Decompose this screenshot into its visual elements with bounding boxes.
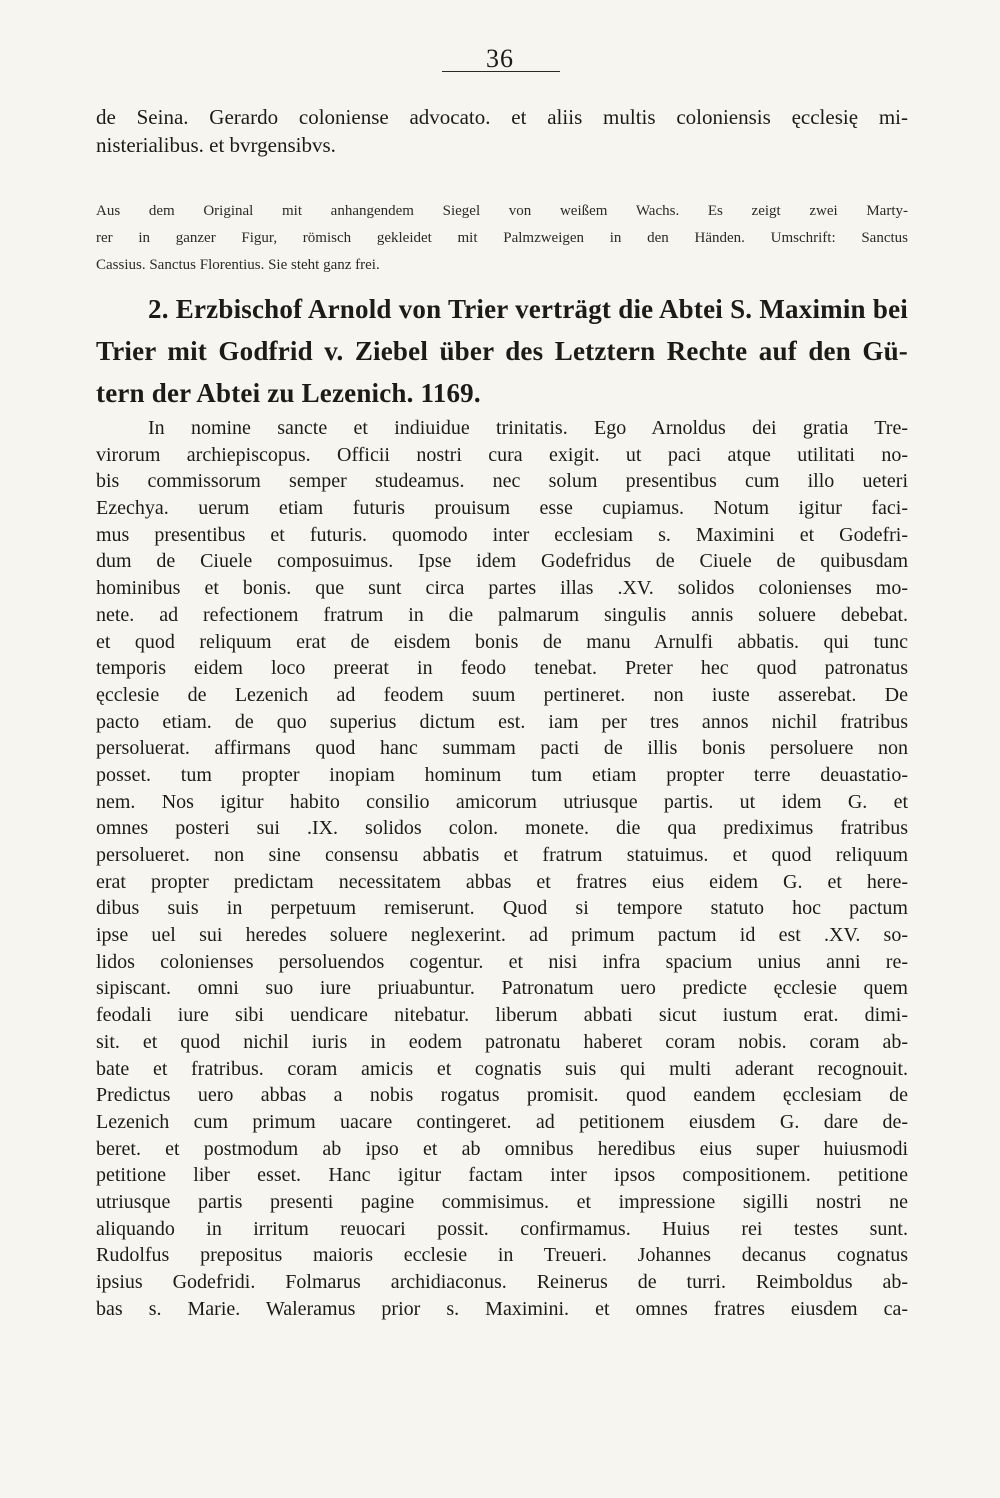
charter-line: In nomine sancte et indiuidue trinitatis. Ego Arnoldus dei gratia Tre- <box>148 417 908 439</box>
charter-line: nete. ad refectionem fratrum in die palmarum singulis annis soluere debebat. <box>96 603 908 626</box>
charter-text <box>96 415 908 1322</box>
heading-line: tern der Abtei zu Lezenich. 1169. <box>96 378 481 408</box>
charter-line: lidos colonienses persoluendos cogentur. et nisi infra spacium unius anni re- <box>96 950 908 973</box>
charter-line: posset. tum propter inopiam hominum tum etiam propter terre deuastatio- <box>96 763 908 786</box>
charter-line: beret. et postmodum ab ipso et ab omnibus heredibus eius super huiusmodi <box>96 1137 908 1160</box>
charter-line: Predictus uero abbas a nobis rogatus promisit. quod eandem ęcclesiam de <box>96 1084 908 1107</box>
charter-line: temporis eidem loco preerat in feodo tenebat. Preter hec quod patronatus <box>96 657 908 680</box>
charter-line: erat propter predictam necessitatem abbas et fratres eius eidem G. et here- <box>96 870 908 893</box>
charter-line: Rudolfus prepositus maioris ecclesie in Treueri. Johannes decanus cognatus <box>96 1244 908 1267</box>
charter-line: sipiscant. omni suo iure priuabuntur. Patronatum uero predicte ęcclesie quem <box>96 977 908 1000</box>
charter-line: ipsius Godefridi. Folmarus archidiaconus. Reinerus de turri. Reimboldus ab- <box>96 1271 908 1293</box>
charter-line: dum de Ciuele composuimus. Ipse idem Godefridus de Ciuele de quibusdam <box>96 550 908 573</box>
charter-line: Lezenich cum primum uacare contingeret. ad petitionem eiusdem G. dare de- <box>96 1110 908 1133</box>
charter-line: hominibus et bonis. que sunt circa partes illas .XV. solidos colonienses mo- <box>96 577 908 600</box>
intro-line: de Seina. Gerardo coloniense advocato. et aliis multis coloniensis ęcclesię mi- <box>96 105 908 129</box>
charter-line: feodali iure sibi uendicare nitebatur. liberum abbati sicut iustum erat. dimi- <box>96 1004 908 1027</box>
charter-line: ęcclesie de Lezenich ad feodem suum pertineret. non iuste asserebat. De <box>96 683 908 706</box>
charter-line: bas s. Marie. Waleramus prior s. Maximini. et omnes fratres eiusdem ca- <box>96 1297 908 1320</box>
charter-line: nem. Nos igitur habito consilio amicorum utriusque partis. ut idem G. et <box>96 790 908 813</box>
charter-line: virorum archiepiscopus. Officii nostri cura exigit. ut paci atque utilitati no- <box>96 443 908 466</box>
charter-line: persoluerat. affirmans quod hanc summam pacti de illis bonis persoluere non <box>96 737 908 760</box>
charter-line: aliquando in irritum reuocari possit. confirmamus. Huius rei testes sunt. <box>96 1217 908 1240</box>
charter-line: bis commissorum semper studeamus. nec solum presentibus cum illo ueteri <box>96 470 908 493</box>
charter-line: mus presentibus et futuris. quomodo inter ecclesiam s. Maximini et Godefri- <box>96 523 908 546</box>
charter-line: omnes posteri sui .IX. solidos colon. monete. die qua prediximus fratribus <box>96 817 908 840</box>
intro-text <box>96 103 908 159</box>
charter-line: dibus suis in perpetuum remiserunt. Quod si tempore statuto hoc pactum <box>96 897 908 920</box>
charter-line: persolueret. non sine consensu abbatis et fratrum statuimus. et quod reliquum <box>96 844 908 866</box>
note-line: Aus dem Original mit anhangendem Siegel von weißem Wachs. Es zeigt zwei Marty- <box>96 203 908 219</box>
charter-line: et quod reliquum erat de eisdem bonis de manu Arnulfi abbatis. qui tunc <box>96 630 908 653</box>
heading-line: 2. Erzbischof Arnold von Trier verträgt die Abtei S. Maximin bei <box>148 294 908 324</box>
charter-line: sit. et quod nichil iuris in eodem patronatu haberet coram nobis. coram ab- <box>96 1030 908 1053</box>
charter-line: bate et fratribus. coram amicis et cognatis suis qui multi aderant recognouit. <box>96 1057 908 1080</box>
intro-line: nisterialibus. et bvrgensibvs. <box>96 133 336 157</box>
charter-line: Ezechya. uerum etiam futuris prouisum esse cupiamus. Notum igitur faci- <box>96 497 908 520</box>
charter-line: pacto etiam. de quo superius dictum est. iam per tres annos nichil fratribus <box>96 710 908 733</box>
charter-line: ipse uel sui heredes soluere neglexerint. ad primum pactum id est .XV. so- <box>96 924 908 947</box>
note-line: Cassius. Sanctus Florentius. Sie steht ganz frei. <box>96 257 380 273</box>
page-number-rule <box>442 71 560 72</box>
page-number: 36 <box>486 44 514 73</box>
heading-line: Trier mit Godfrid v. Ziebel über des Letztern Rechte auf den Gü- <box>96 336 908 366</box>
note-line: rer in ganzer Figur, römisch gekleidet mit Palmzweigen in den Händen. Umschrift: Sanctus <box>96 230 908 246</box>
document-heading <box>96 288 908 414</box>
source-note <box>96 198 908 279</box>
charter-line: utriusque partis presenti pagine commisimus. et impressione sigilli nostri ne <box>96 1190 908 1213</box>
charter-line: petitione liber esset. Hanc igitur factam inter ipsos compositionem. petitione <box>96 1164 908 1187</box>
